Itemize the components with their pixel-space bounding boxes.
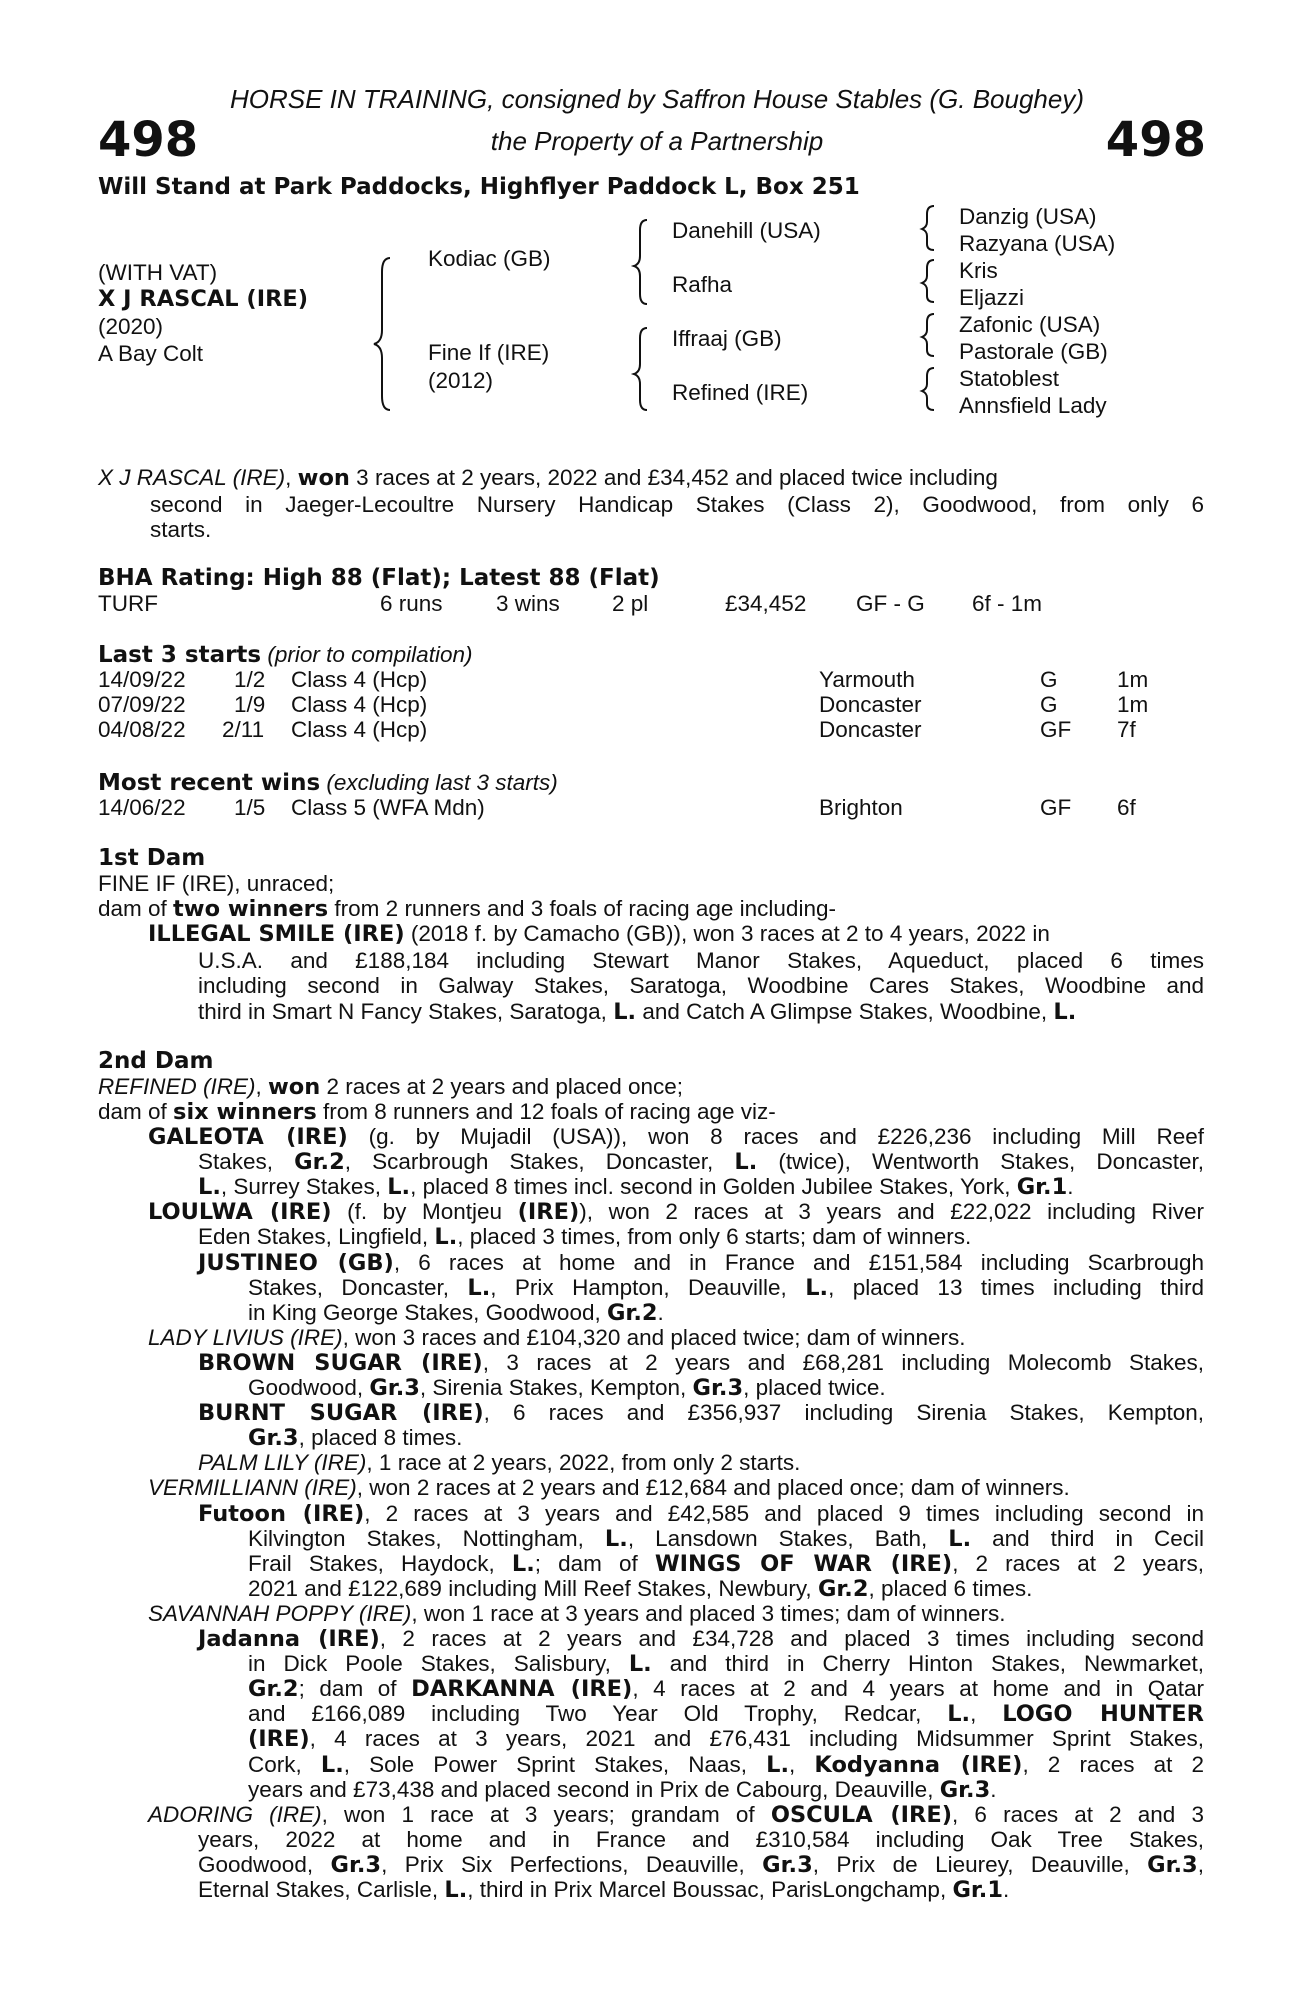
dam2-progeny-line: Frail Stakes, Haydock, L.; dam of WINGS OF WAR (IRE), 2 races at 2 years, bbox=[248, 1550, 1204, 1577]
progeny-line: third in Smart N Fancy Stakes, Saratoga, L. and Catch A Glimpse Stakes, Woodbine, L. bbox=[198, 998, 1077, 1025]
dam2-progeny-line: Goodwood, Gr.3, Sirenia Stakes, Kempton, Gr.3, placed twice. bbox=[248, 1375, 886, 1401]
gen3-7: Statoblest bbox=[959, 366, 1060, 391]
dam2-progeny-line: BURNT SUGAR (IRE), 6 races and £356,937 including Sirenia Stakes, Kempton, bbox=[198, 1400, 1205, 1427]
dam2-progeny-line: Jadanna (IRE), 2 races at 2 years and £34,728 and placed 3 times including second bbox=[198, 1626, 1205, 1652]
gen3-4: Eljazzi bbox=[959, 285, 1025, 310]
dam2-progeny-line: Gr.2; dam of DARKANNA (IRE), 4 races at 2 and 4 years at home and in Qatar bbox=[248, 1676, 1204, 1703]
last3-title: Last 3 starts bbox=[98, 642, 262, 668]
dam-sire: Iffraaj (GB) bbox=[672, 326, 782, 351]
last3-date: 07/09/22 bbox=[98, 692, 186, 717]
recent-class: Class 5 (WFA Mdn) bbox=[291, 795, 485, 820]
dam2-progeny-line: LADY LIVIUS (IRE), won 3 races and £104,320 and placed twice; dam of winners. bbox=[148, 1324, 966, 1350]
rating-runs: 6 runs bbox=[380, 591, 443, 616]
gen3-3: Kris bbox=[959, 258, 998, 283]
dam2-progeny-line: (IRE), 4 races at 3 years, 2021 and £76,431 including Midsummer Sprint Stakes, bbox=[248, 1726, 1204, 1753]
dam: Fine If (IRE) bbox=[428, 340, 550, 365]
last3-date: 04/08/22 bbox=[98, 717, 186, 742]
sire: Kodiac (GB) bbox=[428, 246, 551, 271]
progeny-name: ILLEGAL SMILE (IRE) bbox=[148, 921, 405, 947]
dam1-progeny: ILLEGAL SMILE (IRE) (2018 f. by Camacho (GB)), won 3 races at 2 to 4 years, 2022 in U.S.A. and £188,184 including Stewart Manor Stakes, Aqueduct, placed 6 times including second in Galway Stakes, Saratoga, Woodbine Cares Stakes, Woodbine and third in Smart N Fancy Stakes, Saratoga, L. and Catch A Glimpse Stakes, Woodbine, L. bbox=[148, 921, 1204, 1025]
summary-rest: 3 races at 2 years, 2022 and £34,452 and placed twice including bbox=[349, 465, 998, 490]
recent-pos: 1/5 bbox=[234, 795, 266, 820]
last3-dist: 1m bbox=[1117, 692, 1149, 717]
dam2-progeny-line: Gr.3, placed 8 times. bbox=[248, 1425, 463, 1452]
dam2-progeny-line: years, 2022 at home and in France and £310,584 including Oak Tree Stakes, bbox=[198, 1826, 1204, 1852]
dam-dam: Refined (IRE) bbox=[672, 380, 809, 405]
last3-pos: 1/2 bbox=[234, 667, 266, 692]
dam2-line1: REFINED (IRE), won 2 races at 2 years and placed once; bbox=[98, 1074, 684, 1100]
last3-pos: 2/11 bbox=[222, 717, 265, 742]
last3-heading bbox=[98, 642, 472, 669]
dam2-progeny-line: SAVANNAH POPPY (IRE), won 1 race at 3 years and placed 3 times; dam of winners. bbox=[148, 1600, 1006, 1626]
recent-heading bbox=[98, 770, 558, 797]
last3-course: Yarmouth bbox=[819, 667, 915, 692]
property-line: the Property of a Partnership bbox=[490, 126, 824, 156]
rating-distance: 6f - 1m bbox=[972, 591, 1043, 616]
dam2-progeny-line: L., Surrey Stakes, L., placed 8 times incl. second in Golden Jubilee Stakes, York, Gr.1. bbox=[198, 1174, 1074, 1201]
dam2-progeny-line: Kilvington Stakes, Nottingham, L., Lansdown Stakes, Bath, L. and third in Cecil bbox=[248, 1525, 1204, 1552]
dam1-line1: FINE IF (IRE), unraced; bbox=[98, 871, 335, 896]
dam2-progeny-line: Eternal Stakes, Carlisle, L., third in Prix Marcel Boussac, ParisLongchamp, Gr.1. bbox=[198, 1877, 1010, 1903]
last3-class: Class 4 (Hcp) bbox=[291, 667, 428, 692]
recent-dist: 6f bbox=[1117, 795, 1136, 820]
lot-number-right: 498 bbox=[1105, 112, 1206, 168]
dam2-progeny-line: ADORING (IRE), won 1 race at 3 years; grandam of OSCULA (IRE), 6 races at 2 and 3 bbox=[148, 1801, 1204, 1828]
rating-earnings: £34,452 bbox=[725, 591, 807, 616]
lot-number-left: 498 bbox=[98, 112, 199, 168]
gen3-5: Zafonic (USA) bbox=[959, 312, 1101, 337]
summary-line-1: X J RASCAL (IRE), won 3 races at 2 years, 2022 and £34,452 and placed twice including bbox=[98, 465, 998, 491]
dam2-progeny-line: 2021 and £122,689 including Mill Reef Stakes, Newbury, Gr.2, placed 6 times. bbox=[248, 1575, 1033, 1602]
dam2-title: 2nd Dam bbox=[98, 1048, 214, 1074]
dam2-progeny-line: Futoon (IRE), 2 races at 3 years and £42,585 and placed 9 times including second in bbox=[198, 1500, 1204, 1527]
horse-year: (2020) bbox=[98, 314, 164, 339]
gen3-8: Annsfield Lady bbox=[959, 393, 1107, 418]
progeny-line: U.S.A. and £188,184 including Stewart Manor Stakes, Aqueduct, placed 6 times bbox=[198, 947, 1204, 973]
last3-pos: 1/9 bbox=[234, 692, 266, 717]
dam2-progeny-line: in King George Stakes, Goodwood, Gr.2. bbox=[248, 1299, 664, 1326]
dam2-progeny-line: years and £73,438 and placed second in Prix de Cabourg, Deauville, Gr.3. bbox=[248, 1776, 997, 1803]
summary-horse: X J RASCAL (IRE) bbox=[98, 465, 286, 490]
consignor-line: HORSE IN TRAINING, consigned by Saffron House Stables (G. Boughey) bbox=[229, 84, 1085, 114]
horse-name: X J RASCAL (IRE) bbox=[98, 286, 309, 312]
rating-wins: 3 wins bbox=[496, 591, 560, 616]
dam2-progeny-line: GALEOTA (IRE) (g. by Mujadil (USA)), won 8 races and £226,236 including Mill Reef bbox=[148, 1124, 1204, 1150]
recent-title: Most recent wins bbox=[98, 770, 321, 796]
dam1-title: 1st Dam bbox=[98, 845, 206, 871]
rating-surface: TURF bbox=[98, 591, 158, 616]
last3-course: Doncaster bbox=[819, 692, 922, 717]
last3-going: G bbox=[1040, 667, 1058, 692]
dam2-progeny-line: and £166,089 including Two Year Old Trophy, Redcar, L., LOGO HUNTER bbox=[248, 1701, 1204, 1728]
vat-label: (WITH VAT) bbox=[98, 260, 218, 285]
dam1-winners: two winners bbox=[173, 896, 329, 922]
dam2-progeny-line: BROWN SUGAR (IRE), 3 races at 2 years and £68,281 including Molecomb Stakes, bbox=[198, 1349, 1205, 1376]
recent-subtitle: (excluding last 3 starts) bbox=[326, 770, 558, 795]
sire-sire: Danehill (USA) bbox=[672, 218, 821, 243]
dam2-progeny-line: Stakes, Doncaster, L., Prix Hampton, Deauville, L., placed 13 times including third bbox=[248, 1274, 1204, 1301]
rating-going: GF - G bbox=[856, 591, 925, 616]
gen3-1: Danzig (USA) bbox=[959, 204, 1097, 229]
dam2-progeny-line: VERMILLIANN (IRE), won 2 races at 2 years and £12,684 and placed once; dam of winners. bbox=[148, 1475, 1070, 1501]
dam2-progeny-line: LOULWA (IRE) (f. by Montjeu (IRE)), won 2 races at 3 years and £22,022 including River bbox=[148, 1199, 1204, 1226]
dam2-progeny-line: Eden Stakes, Lingfield, L., placed 3 times, from only 6 starts; dam of winners. bbox=[198, 1224, 972, 1251]
progeny-line: including second in Galway Stakes, Saratoga, Woodbine Cares Stakes, Woodbine and bbox=[198, 973, 1204, 998]
dam2-progeny-line: in Dick Poole Stakes, Salisbury, L. and third in Cherry Hinton Stakes, Newmarket, bbox=[248, 1651, 1204, 1678]
last3-going: GF bbox=[1040, 717, 1072, 742]
summary-block bbox=[98, 465, 1204, 543]
sire-dam: Rafha bbox=[672, 272, 733, 297]
recent-going: GF bbox=[1040, 795, 1072, 820]
rating-placed: 2 pl bbox=[612, 591, 649, 616]
dam-year: (2012) bbox=[428, 368, 494, 393]
location-line: Will Stand at Park Paddocks, Highflyer Paddock L, Box 251 bbox=[98, 174, 860, 200]
last3-course: Doncaster bbox=[819, 717, 922, 742]
dam2-line2: dam of six winners from 8 runners and 12 foals of racing age viz- bbox=[98, 1099, 776, 1125]
recent-date: 14/06/22 bbox=[98, 795, 186, 820]
gen3-6: Pastorale (GB) bbox=[959, 339, 1108, 364]
last3-going: G bbox=[1040, 692, 1058, 717]
last3-class: Class 4 (Hcp) bbox=[291, 692, 428, 717]
last3-class: Class 4 (Hcp) bbox=[291, 717, 428, 742]
pedigree-brackets bbox=[0, 0, 1314, 440]
dam2-progeny-line: JUSTINEO (GB), 6 races at home and in France and £151,584 including Scarbrough bbox=[198, 1249, 1204, 1276]
horse-description: A Bay Colt bbox=[98, 341, 204, 366]
dam2-progeny-line: Cork, L., Sole Power Sprint Stakes, Naas, L., Kodyanna (IRE), 2 races at 2 bbox=[248, 1751, 1204, 1778]
last3-date: 14/09/22 bbox=[98, 667, 186, 692]
summary-line-2: second in Jaeger-Lecoultre Nursery Handicap Stakes (Class 2), Goodwood, from only 6 bbox=[150, 491, 1204, 517]
last3-dist: 1m bbox=[1117, 667, 1149, 692]
dam2-progeny-line: Goodwood, Gr.3, Prix Six Perfections, Deauville, Gr.3, Prix de Lieurey, Deauville, Gr.3, bbox=[198, 1851, 1204, 1878]
summary-won: won bbox=[297, 465, 350, 491]
rating-title: BHA Rating: High 88 (Flat); Latest 88 (Flat) bbox=[98, 565, 660, 591]
gen3-2: Razyana (USA) bbox=[959, 231, 1116, 256]
last3-subtitle: (prior to compilation) bbox=[267, 642, 473, 667]
last3-dist: 7f bbox=[1117, 717, 1136, 742]
recent-course: Brighton bbox=[819, 795, 903, 820]
dam2-progeny-line: Stakes, Gr.2, Scarbrough Stakes, Doncaster, L. (twice), Wentworth Stakes, Doncaster, bbox=[198, 1149, 1204, 1176]
summary-line-3: starts. bbox=[150, 517, 212, 542]
dam1-line2: dam of two winners from 2 runners and 3 foals of racing age including- bbox=[98, 896, 836, 922]
dam2-progeny-line: PALM LILY (IRE), 1 race at 2 years, 2022, from only 2 starts. bbox=[198, 1450, 801, 1476]
